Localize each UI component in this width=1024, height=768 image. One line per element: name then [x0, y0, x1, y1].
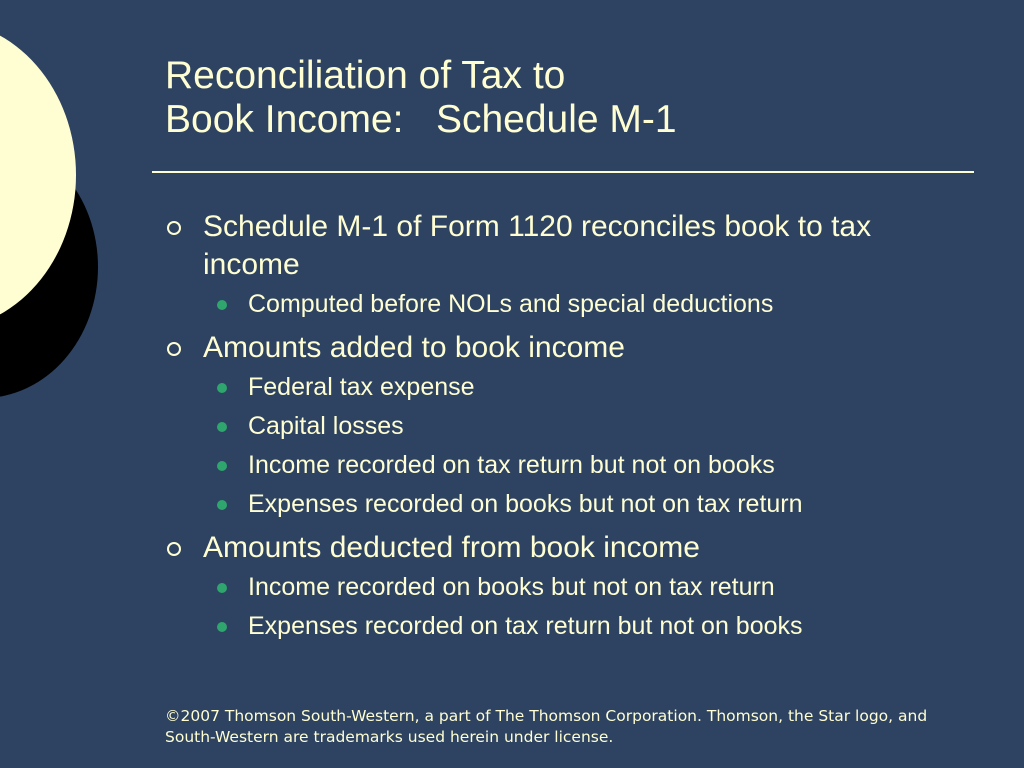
slide-title-line-1: Reconciliation of Tax to [165, 54, 566, 97]
slide-title [165, 54, 985, 142]
green-dot-bullet-icon [217, 500, 227, 510]
sub-bullet-text: Expenses recorded on tax return but not on books [248, 612, 803, 640]
sub-bullet-list [165, 368, 955, 524]
sub-bullet-list [165, 568, 955, 646]
sub-bullet-item [165, 368, 955, 407]
green-dot-bullet-icon [217, 422, 227, 432]
bullet-text: Schedule M-1 of Form 1120 reconciles book to tax income [203, 210, 872, 281]
green-dot-bullet-icon [217, 300, 227, 310]
sub-bullet-text: Expenses recorded on books but not on tax return [248, 490, 803, 518]
green-dot-bullet-icon [217, 383, 227, 393]
sub-bullet-list [165, 285, 955, 324]
green-dot-bullet-icon [217, 461, 227, 471]
sub-bullet-text: Computed before NOLs and special deductions [248, 290, 774, 318]
sub-bullet-text: Federal tax expense [248, 373, 475, 401]
sub-bullet-text: Income recorded on tax return but not on books [248, 451, 775, 479]
sub-bullet-item [165, 485, 955, 524]
sub-bullet-item [165, 407, 955, 446]
bullet-item [165, 529, 955, 646]
sub-bullet-item [165, 446, 955, 485]
bullet-text: Amounts added to book income [203, 331, 625, 364]
title-divider [152, 171, 974, 173]
bullet-item [165, 329, 955, 524]
copyright-footer: ©2007 Thomson South-Western, a part of The Thomson Corporation. Thomson, the Star logo, and South-Western are trademarks used herein under license. [165, 707, 928, 746]
sub-bullet-item [165, 285, 955, 324]
bullet-list [165, 208, 955, 651]
bullet-text: Amounts deducted from book income [203, 531, 700, 564]
sub-bullet-item [165, 607, 955, 646]
green-dot-bullet-icon [217, 622, 227, 632]
sub-bullet-text: Income recorded on books but not on tax return [248, 573, 775, 601]
bullet-item [165, 208, 955, 324]
slide-title-line-2: Book Income: Schedule M-1 [165, 98, 677, 141]
sub-bullet-text: Capital losses [248, 412, 404, 440]
green-dot-bullet-icon [217, 583, 227, 593]
sub-bullet-item [165, 568, 955, 607]
hollow-circle-bullet-icon [167, 542, 181, 556]
hollow-circle-bullet-icon [167, 342, 181, 356]
hollow-circle-bullet-icon [167, 221, 181, 235]
